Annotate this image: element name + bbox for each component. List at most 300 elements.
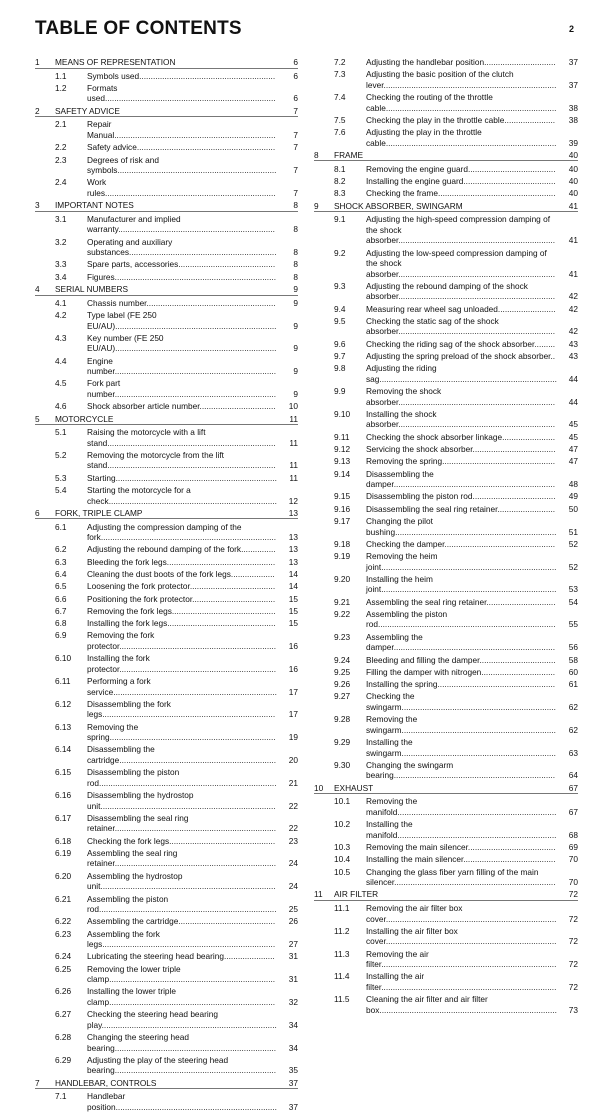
- toc-entry-title: [366, 867, 558, 888]
- toc-entry[interactable]: [314, 386, 578, 407]
- toc-entry-number: 1.1: [55, 70, 67, 81]
- toc-entry[interactable]: [314, 69, 578, 90]
- toc-entry[interactable]: [35, 630, 298, 651]
- toc-entry[interactable]: [35, 581, 298, 592]
- toc-entry-number: 6.28: [55, 1032, 72, 1043]
- dot-leader: ...................: [230, 568, 275, 579]
- toc-entry-number: 6.27: [55, 1009, 72, 1020]
- toc-entry[interactable]: [35, 653, 298, 674]
- toc-entry-text: Manufacturer and implied warranty: [87, 213, 181, 235]
- toc-entry-text: SHOCK ABSORBER, SWINGARM: [334, 200, 463, 211]
- toc-entry-number: 6.2: [55, 544, 67, 555]
- toc-entry[interactable]: [314, 574, 578, 595]
- toc-entry[interactable]: [35, 1055, 298, 1076]
- toc-entry-number: 1.2: [55, 82, 67, 93]
- dot-leader: ....................................................................: [119, 663, 277, 674]
- toc-entry[interactable]: [35, 298, 298, 309]
- toc-entry-page: 72: [568, 889, 578, 900]
- toc-entry-page: 61: [568, 679, 578, 690]
- toc-chapter[interactable]: [35, 284, 298, 296]
- toc-entry[interactable]: [314, 867, 578, 888]
- toc-entry-title: [366, 994, 558, 1015]
- toc-entry-text: Changing the steering head bearing: [87, 1032, 189, 1053]
- toc-entry[interactable]: [314, 551, 578, 572]
- toc-entry-title: [366, 597, 558, 608]
- toc-entry-page: 69: [568, 841, 578, 852]
- toc-entry-title: [366, 469, 558, 490]
- toc-entry-number: 5.4: [55, 485, 67, 496]
- toc-entry[interactable]: [314, 971, 578, 992]
- toc-entry[interactable]: [314, 115, 578, 126]
- toc-entry-text: Installing the main silencer: [366, 854, 464, 865]
- toc-entry[interactable]: [35, 722, 298, 743]
- toc-entry-number: 6.13: [55, 721, 72, 732]
- toc-entry-title: [87, 544, 278, 555]
- toc-entry-page: 49: [568, 491, 578, 502]
- toc-entry-page: 27: [288, 939, 298, 950]
- toc-entry-page: 56: [568, 642, 578, 653]
- toc-entry-number: 8.2: [334, 175, 346, 186]
- toc-entry-text: Assembling the damper: [366, 631, 423, 653]
- toc-entry-number: 9: [314, 200, 319, 211]
- toc-entry[interactable]: [314, 316, 578, 337]
- toc-entry-text: Adjusting the compression damping of the fork: [87, 521, 242, 543]
- toc-entry-page: 52: [568, 538, 578, 549]
- toc-entry-text: Adjusting the rebound damping of the shock absorber: [366, 280, 528, 302]
- toc-entry-page: 70: [568, 854, 578, 865]
- toc-entry-page: 17: [288, 709, 298, 720]
- toc-entry-number: 8: [314, 149, 319, 160]
- dot-leader: .........................: [497, 303, 556, 314]
- toc-entry[interactable]: [35, 485, 298, 506]
- dot-leader: ............................................................................: [101, 1019, 277, 1030]
- toc-entry-title: [366, 655, 558, 666]
- toc-entry-text: Repair Manual: [87, 119, 115, 140]
- toc-entry[interactable]: [35, 450, 298, 471]
- toc-entry-text: Checking the routing of the throttle cable: [366, 92, 493, 113]
- toc-entry-number: 2.1: [55, 119, 67, 130]
- toc-entry[interactable]: [35, 916, 298, 927]
- toc-entry-text: Safety advice: [87, 142, 137, 153]
- toc-entry-text: Measuring rear wheel sag unloaded: [366, 303, 498, 314]
- toc-entry-number: 9.10: [334, 408, 351, 419]
- dot-leader: ....................................................................: [398, 268, 556, 279]
- toc-entry-number: 11.3: [334, 948, 350, 959]
- toc-entry-page: 39: [568, 137, 578, 148]
- toc-entry-title: [366, 491, 558, 502]
- dot-leader: .........................................................................: [108, 495, 277, 506]
- toc-entry-number: 4.1: [55, 297, 67, 308]
- dot-leader: ...............................: [484, 57, 556, 67]
- toc-entry-number: 6.24: [55, 951, 72, 962]
- toc-entry[interactable]: [314, 819, 578, 840]
- toc-chapter[interactable]: [35, 508, 298, 520]
- toc-entry[interactable]: [314, 504, 578, 515]
- toc-entry[interactable]: [314, 176, 578, 187]
- toc-entry[interactable]: [314, 188, 578, 199]
- toc-entry-number: 9.18: [334, 538, 351, 549]
- toc-entry[interactable]: [314, 632, 578, 653]
- toc-entry-page: 43: [568, 338, 578, 349]
- toc-entry-title: [366, 539, 558, 550]
- toc-entry-page: 7: [293, 142, 298, 153]
- toc-entry[interactable]: [314, 92, 578, 113]
- toc-entry-number: 11.5: [334, 994, 350, 1005]
- toc-entry[interactable]: [314, 842, 578, 853]
- toc-entry[interactable]: [314, 281, 578, 302]
- toc-entry[interactable]: [35, 237, 298, 258]
- dot-leader: ....................................: [472, 491, 556, 502]
- toc-entry-number: 3.4: [55, 271, 67, 282]
- toc-entry-page: 6: [293, 93, 298, 104]
- toc-entry-title: [87, 676, 278, 697]
- toc-entry-number: 6.4: [55, 568, 67, 579]
- toc-entry-number: 6.15: [55, 767, 72, 778]
- toc-entry[interactable]: [314, 57, 578, 68]
- toc-entry-title: [87, 310, 278, 331]
- toc-entry[interactable]: [35, 848, 298, 869]
- toc-entry[interactable]: [314, 796, 578, 817]
- dot-leader: ................................................: [444, 538, 556, 549]
- dot-leader: ...................................................: [437, 679, 556, 690]
- toc-entry-number: 2.4: [55, 177, 67, 188]
- toc-entry-page: 53: [568, 584, 578, 595]
- toc-entry-page: 10: [288, 401, 298, 412]
- toc-entry-number: 9.12: [334, 444, 351, 455]
- toc-entry[interactable]: [314, 127, 578, 148]
- toc-entry[interactable]: [314, 903, 578, 924]
- toc-chapter[interactable]: [314, 783, 578, 795]
- toc-entry[interactable]: [314, 363, 578, 384]
- toc-entry-text: Removing the engine guard: [366, 163, 468, 174]
- toc-entry-number: 6.11: [55, 676, 71, 687]
- toc-entry-text: Bleeding the fork legs: [87, 556, 167, 567]
- toc-entry-page: 8: [293, 259, 298, 270]
- toc-entry[interactable]: [314, 456, 578, 467]
- dot-leader: ..: [550, 351, 556, 362]
- toc-entry[interactable]: [35, 259, 298, 270]
- toc-entry-number: 8.1: [334, 163, 346, 174]
- toc-entry[interactable]: [314, 469, 578, 490]
- toc-entry-title: [366, 363, 558, 384]
- toc-entry-text: Bleeding and filling the damper: [366, 654, 480, 665]
- toc-entry-title: [87, 630, 278, 651]
- toc-entry-text: Filling the damper with nitrogen: [366, 666, 482, 677]
- toc-entry[interactable]: [35, 1091, 298, 1112]
- dot-leader: ............................................................................: [100, 881, 276, 892]
- toc-entry-title: [87, 83, 278, 104]
- toc-entry-page: 60: [568, 666, 578, 677]
- dot-leader: ......................................................................: [114, 823, 277, 834]
- toc-entry-page: 72: [568, 913, 578, 924]
- toc-entry-text: Starting the motorcycle for a check: [87, 485, 191, 506]
- toc-chapter[interactable]: [314, 201, 578, 213]
- dot-leader: ..............................................: [169, 835, 276, 846]
- toc-entry[interactable]: [35, 986, 298, 1007]
- toc-entry-number: 9.21: [334, 596, 351, 607]
- toc-entry[interactable]: [314, 926, 578, 947]
- toc-entry-number: 9.27: [334, 691, 351, 702]
- toc-entry[interactable]: [35, 618, 298, 629]
- toc-entry-title: [87, 699, 278, 720]
- toc-entry[interactable]: [35, 951, 298, 962]
- toc-entry-page: 72: [568, 959, 578, 970]
- dot-leader: .............................................: [171, 605, 276, 616]
- toc-entry-number: 11.2: [334, 925, 350, 936]
- toc-entry-title: [366, 926, 558, 947]
- toc-chapter[interactable]: [35, 200, 298, 212]
- toc-entry-number: 6.7: [55, 605, 67, 616]
- toc-entry-page: 22: [288, 823, 298, 834]
- toc-entry-text: Removing the fork legs: [87, 605, 172, 616]
- toc-entry-page: 37: [568, 79, 578, 90]
- toc-entry-title: [366, 819, 558, 840]
- toc-entry[interactable]: [35, 544, 298, 555]
- toc-entry-page: 6: [293, 57, 298, 67]
- toc-entry-title: [87, 333, 278, 354]
- toc-entry-number: 6.25: [55, 963, 72, 974]
- toc-entry[interactable]: [314, 737, 578, 758]
- toc-chapter[interactable]: [35, 414, 298, 426]
- toc-entry[interactable]: [314, 994, 578, 1015]
- toc-entry[interactable]: [35, 676, 298, 697]
- dot-leader: ......................................................................: [114, 271, 277, 282]
- toc-entry[interactable]: [314, 516, 578, 537]
- toc-entry[interactable]: [314, 597, 578, 608]
- toc-entry-number: 9.16: [334, 503, 351, 514]
- dot-leader: ......................................................................: [114, 1042, 277, 1053]
- dot-leader: .....................................................................: [397, 806, 557, 817]
- toc-entry[interactable]: [35, 964, 298, 985]
- toc-entry[interactable]: [314, 655, 578, 666]
- toc-entry[interactable]: [314, 714, 578, 735]
- toc-entry-title: [366, 248, 558, 280]
- toc-entry[interactable]: [35, 310, 298, 331]
- toc-entry-text: Loosening the fork protector: [87, 581, 190, 592]
- toc-chapter[interactable]: [35, 57, 298, 69]
- toc-entry[interactable]: [314, 949, 578, 970]
- toc-entry-page: 62: [568, 724, 578, 735]
- toc-entry-title: [366, 92, 558, 113]
- toc-entry[interactable]: [35, 473, 298, 484]
- toc-entry[interactable]: [35, 71, 298, 82]
- toc-entry[interactable]: [314, 304, 578, 315]
- toc-entry-page: 38: [568, 102, 578, 113]
- toc-entry[interactable]: [314, 609, 578, 630]
- toc-entry[interactable]: [35, 1009, 298, 1030]
- dot-leader: ..........................................: [178, 259, 276, 270]
- toc-entry[interactable]: [35, 699, 298, 720]
- toc-entry-number: 7.6: [334, 127, 346, 138]
- toc-entry-title: [87, 951, 278, 962]
- toc-entry-title: [87, 1091, 278, 1112]
- toc-entry-page: 64: [568, 770, 578, 781]
- toc-entry[interactable]: [314, 667, 578, 678]
- toc-entry[interactable]: [35, 333, 298, 354]
- toc-entry-page: 9: [293, 388, 298, 399]
- toc-entry-title: [366, 386, 558, 407]
- toc-chapter[interactable]: [35, 1078, 298, 1090]
- toc-entry[interactable]: [314, 339, 578, 350]
- toc-entry[interactable]: [35, 1032, 298, 1053]
- toc-chapter[interactable]: [314, 150, 578, 162]
- toc-entry-page: 11: [289, 472, 298, 483]
- toc-entry-text: AIR FILTER: [334, 889, 379, 900]
- toc-entry-title: [87, 836, 278, 847]
- toc-entry[interactable]: [35, 836, 298, 847]
- dot-leader: ..........................................: [178, 916, 276, 927]
- toc-entry[interactable]: [35, 606, 298, 617]
- toc-entry-number: 4.6: [55, 401, 67, 412]
- toc-entry-text: Spare parts, accessories: [87, 259, 179, 270]
- toc-entry[interactable]: [35, 427, 298, 448]
- toc-entry-title: [366, 737, 558, 758]
- dot-leader: ............................................................................: [381, 561, 557, 572]
- toc-entry[interactable]: [35, 401, 298, 412]
- toc-column-left: [35, 57, 298, 1114]
- toc-entry-title: [366, 188, 558, 199]
- toc-entry-title: [87, 606, 278, 617]
- toc-entry[interactable]: [314, 491, 578, 502]
- toc-entry[interactable]: [314, 444, 578, 455]
- toc-entry[interactable]: [35, 272, 298, 283]
- toc-entry-text: Changing the glass fiber yarn filling of the main silencer: [366, 866, 539, 888]
- toc-entry-page: 42: [568, 326, 578, 337]
- toc-entry-text: Removing the shock absorber: [366, 386, 442, 407]
- toc-entry-page: 11: [289, 437, 298, 448]
- toc-entry-text: SAFETY ADVICE: [55, 105, 120, 116]
- toc-entry[interactable]: [314, 248, 578, 280]
- toc-chapter[interactable]: [314, 889, 578, 901]
- toc-entry[interactable]: [314, 409, 578, 430]
- toc-entry[interactable]: [35, 83, 298, 104]
- toc-entry-page: 40: [568, 163, 578, 174]
- toc-entry[interactable]: [35, 744, 298, 765]
- toc-entry-text: Removing the swingarm: [366, 714, 418, 735]
- toc-entry[interactable]: [35, 569, 298, 580]
- toc-entry-page: 38: [568, 114, 578, 125]
- dot-leader: ............................................................................: [100, 532, 277, 543]
- toc-entry-page: 7: [293, 129, 298, 140]
- toc-entry-text: Checking the swingarm: [366, 691, 415, 712]
- toc-entry-page: 45: [568, 431, 578, 442]
- toc-entry-text: Cleaning the air filter and air filter box: [366, 994, 488, 1015]
- toc-entry-page: 6: [293, 70, 298, 81]
- toc-entry[interactable]: [35, 871, 298, 892]
- toc-entry[interactable]: [314, 691, 578, 712]
- toc-entry[interactable]: [35, 767, 298, 788]
- toc-entry[interactable]: [35, 557, 298, 568]
- toc-entry[interactable]: [35, 177, 298, 198]
- dot-leader: ....................................: [472, 444, 556, 455]
- toc-entry[interactable]: [35, 594, 298, 605]
- toc-entry-title: [87, 618, 278, 629]
- toc-entry-text: Removing the spring: [366, 456, 443, 467]
- toc-entry-page: 72: [568, 981, 578, 992]
- toc-chapter[interactable]: [35, 106, 298, 118]
- toc-entry-number: 7.5: [334, 114, 346, 125]
- toc-entry[interactable]: [314, 164, 578, 175]
- toc-entry-number: 11: [314, 889, 323, 900]
- toc-entry[interactable]: [35, 119, 298, 140]
- toc-entry-text: Checking the riding sag of the shock absorber: [366, 338, 535, 349]
- dot-leader: ......................................: [467, 841, 556, 852]
- dot-leader: ....................................................................: [119, 640, 277, 651]
- toc-entry-page: 34: [288, 1019, 298, 1030]
- toc-entry-text: Assembling the piston rod: [366, 608, 448, 630]
- toc-entry[interactable]: [35, 790, 298, 811]
- toc-entry-number: 5.1: [55, 427, 67, 438]
- toc-entry[interactable]: [35, 155, 298, 176]
- toc-entry-page: 50: [568, 503, 578, 514]
- toc-entry-text: Changing the swingarm bearing: [366, 759, 454, 781]
- toc-entry-page: 48: [568, 479, 578, 490]
- toc-entry[interactable]: [35, 142, 298, 153]
- toc-entry[interactable]: [314, 351, 578, 362]
- toc-entry[interactable]: [35, 929, 298, 950]
- toc-entry-page: 9: [293, 284, 298, 295]
- toc-entry[interactable]: [314, 539, 578, 550]
- toc-entry-number: 3.1: [55, 213, 67, 224]
- toc-entry-text: Type label (FE 250 EU/AU): [87, 310, 157, 331]
- toc-entry-title: [87, 259, 278, 270]
- toc-entry-number: 9.9: [334, 386, 346, 397]
- toc-entry-page: 24: [288, 858, 298, 869]
- toc-entry[interactable]: [314, 854, 578, 865]
- toc-entry-title: [87, 272, 278, 283]
- toc-entry[interactable]: [35, 214, 298, 235]
- toc-entry[interactable]: [314, 760, 578, 781]
- toc-entry-page: 41: [568, 200, 578, 211]
- toc-entry[interactable]: [314, 432, 578, 443]
- dot-leader: ...................................................................: [401, 701, 556, 712]
- toc-entry-number: 3: [35, 200, 40, 211]
- toc-entry-title: [366, 69, 558, 90]
- toc-entry-number: 9.14: [334, 468, 351, 479]
- dot-leader: .......................: [502, 431, 556, 442]
- toc-entry[interactable]: [314, 214, 578, 246]
- toc-entry-text: Starting: [87, 472, 116, 483]
- toc-entry-title: [334, 889, 558, 900]
- dot-leader: ............................................................................: [381, 959, 557, 970]
- toc-entry[interactable]: [35, 522, 298, 543]
- toc-entry-text: Disassembling the hydrostop unit: [87, 790, 194, 811]
- toc-entry[interactable]: [35, 378, 298, 399]
- toc-entry-title: [87, 473, 278, 484]
- toc-entry-text: Installing the lower triple clamp: [87, 986, 177, 1007]
- toc-entry[interactable]: [35, 813, 298, 834]
- toc-entry-title: [366, 691, 558, 712]
- toc-entry[interactable]: [35, 894, 298, 915]
- toc-entry[interactable]: [314, 679, 578, 690]
- toc-entry-text: Checking the shock absorber linkage: [366, 431, 503, 442]
- toc-entry-number: 7: [35, 1077, 40, 1088]
- toc-entry-number: 5: [35, 413, 40, 424]
- toc-entry-page: 9: [293, 297, 298, 308]
- dot-leader: ...................................................: [437, 188, 556, 199]
- toc-entry-page: 37: [568, 57, 578, 67]
- toc-entry-page: 73: [568, 1004, 578, 1015]
- dot-leader: ......................................................................: [114, 1065, 277, 1076]
- toc-entry-page: 8: [293, 200, 298, 211]
- dot-leader: ....................................................................: [398, 326, 556, 337]
- dot-leader: ......................................................................: [115, 472, 277, 483]
- toc-entry[interactable]: [35, 356, 298, 377]
- toc-entry-title: [366, 316, 558, 337]
- dot-leader: ......................: [224, 951, 275, 962]
- toc-entry-page: 40: [568, 188, 578, 199]
- toc-entry-text: Work rules: [87, 177, 107, 198]
